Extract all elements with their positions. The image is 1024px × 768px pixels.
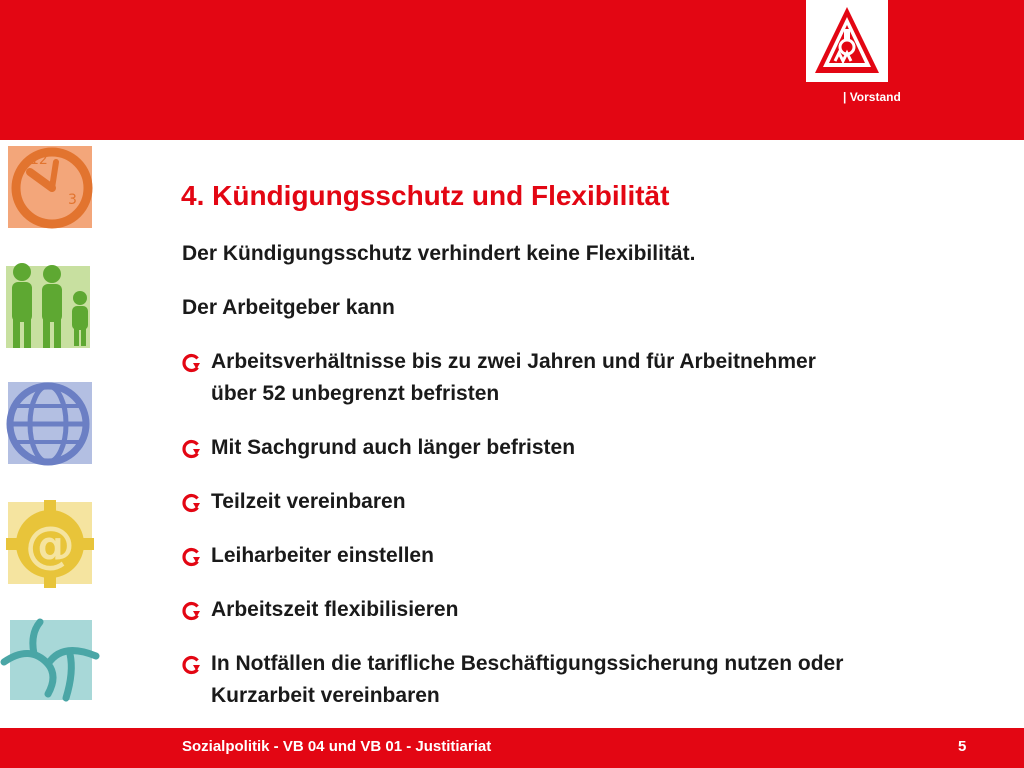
svg-text:12: 12 [30,152,48,168]
family-icon [0,258,100,353]
org-label: | Vorstand [843,90,901,104]
page-number: 5 [958,738,967,755]
slide-title: 4. Kündigungsschutz und Flexibilität [181,180,670,211]
bullet-line: Mit Sachgrund auch länger befristen [211,436,576,459]
bullet-item [182,540,1002,572]
plants-icon [0,614,100,704]
igm-logo-icon [811,3,883,77]
red-arrow-circle-icon [182,439,202,459]
bullet-item [182,432,1002,464]
red-arrow-circle-icon [182,353,202,373]
at-gear-icon [0,498,100,588]
bullet-item [182,648,1002,712]
red-arrow-circle-icon [182,655,202,675]
globe-icon [0,378,100,468]
red-arrow-circle-icon [182,493,202,513]
red-arrow-circle-icon [182,547,202,567]
footer-text: Sozialpolitik - VB 04 und VB 01 - Justitiariat [182,738,492,755]
bullet-line: Kurzarbeit vereinbaren [211,684,440,707]
bullet-line: In Notfällen die tarifliche Beschäftigungssicherung nutzen oder [211,652,844,675]
intro-text: Der Kündigungsschutz verhindert keine Flexibilität. [182,242,696,265]
bullet-line: Arbeitszeit flexibilisieren [211,598,459,621]
footer-band [0,728,1024,768]
bullet-item [182,346,1002,410]
bullet-line: Leiharbeiter einstellen [211,544,434,567]
bullet-item [182,594,1002,626]
bullet-line: Teilzeit vereinbaren [211,490,406,513]
bullet-item [182,486,1002,518]
svg-text:3: 3 [68,192,77,208]
lead-text: Der Arbeitgeber kann [182,296,395,319]
clock-icon [0,142,100,232]
bullet-line: Arbeitsverhältnisse bis zu zwei Jahren und für Arbeitnehmer [211,350,816,373]
red-arrow-circle-icon [182,601,202,621]
bullet-line: über 52 unbegrenzt befristen [211,382,500,405]
svg-text:@: @ [25,516,75,574]
igm-logo [806,0,888,82]
